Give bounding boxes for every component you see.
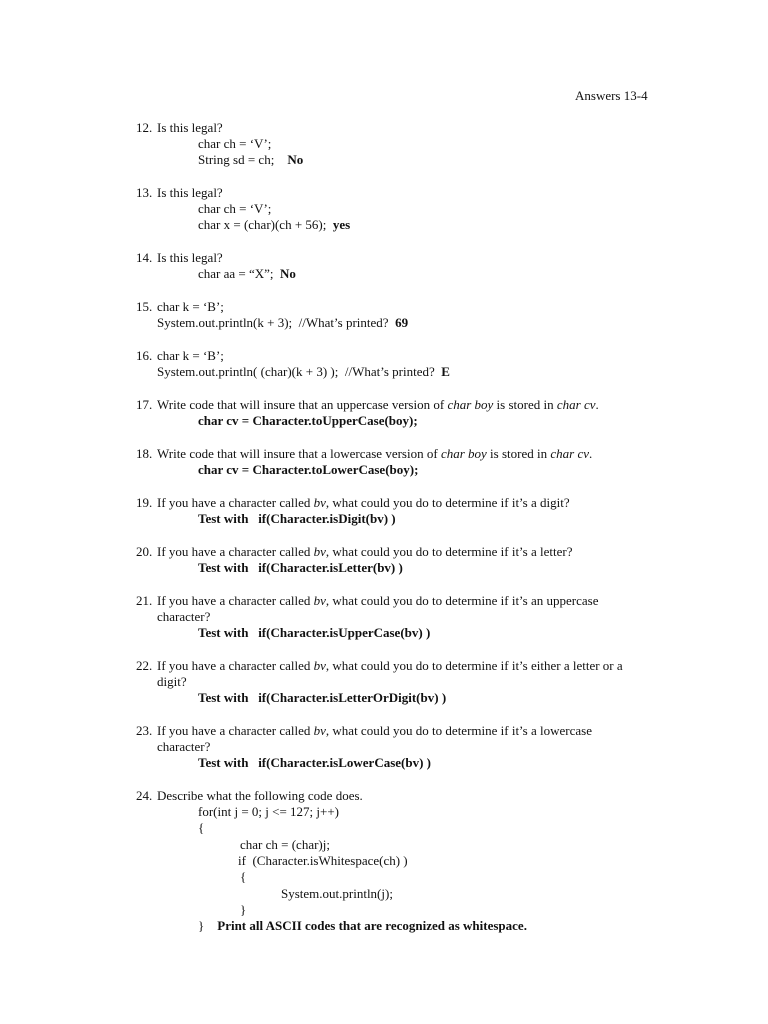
page-title: Answers 13-4 [575,88,648,103]
code-line [198,152,303,168]
code-text: System.out.println(k + 3); //What’s printed? [157,315,389,330]
code-line: { [240,869,247,884]
question-prompt [157,495,570,511]
variable-name: bv [313,544,326,559]
code-text: } [198,918,205,933]
answer: Test with if(Character.isLetterOrDigit(bv) ) [198,690,447,705]
question-number: 21. [136,593,153,608]
question-prompt: Is this legal? [157,250,223,265]
question-number: 19. [136,495,153,510]
question-prompt [157,446,592,462]
answer: char cv = Character.toUpperCase(boy); [198,413,418,428]
prompt-text: , what could you do to determine if it’s a lowercase [325,723,592,738]
variable-name: bv [313,495,326,510]
question-prompt [157,658,623,674]
question-number: 13. [136,185,153,200]
question-number: 22. [136,658,153,673]
prompt-text: If you have a character called [157,723,314,738]
prompt-text: If you have a character called [157,658,314,673]
answer: Test with if(Character.isUpperCase(bv) ) [198,625,431,640]
answer: Print all ASCII codes that are recognized as whitespace. [217,918,527,933]
question-number: 14. [136,250,153,265]
answer: char cv = Character.toLowerCase(boy); [198,462,419,477]
question-prompt [157,397,599,413]
code-line [198,918,527,934]
question-number: 16. [136,348,153,363]
prompt-text: is stored in [486,446,551,461]
answer: Test with if(Character.isDigit(bv) ) [198,511,396,526]
question-number: 20. [136,544,153,559]
code-line: char k = ‘B’; [157,299,224,314]
code-line: char ch = ‘V’; [198,201,272,216]
code-text: char aa = “X”; [198,266,274,281]
question-prompt-continued: character? [157,739,211,754]
code-line: char ch = (char)j; [240,837,330,852]
question-number: 15. [136,299,153,314]
code-line: char k = ‘B’; [157,348,224,363]
question-number: 12. [136,120,153,135]
variable-name: char boy [447,397,494,412]
question-prompt [157,544,572,560]
answer: yes [332,217,351,232]
code-line [198,266,296,282]
answer: Test with if(Character.isLowerCase(bv) ) [198,755,432,770]
question-number: 18. [136,446,153,461]
code-line: for(int j = 0; j <= 127; j++) [198,804,340,819]
question-prompt: Is this legal? [157,120,223,135]
question-prompt: Describe what the following code does. [157,788,363,803]
prompt-text: If you have a character called [157,593,314,608]
prompt-text: If you have a character called [157,544,314,559]
code-text: char x = (char)(ch + 56); [198,217,327,232]
question-prompt: Is this legal? [157,185,223,200]
variable-name: char cv [556,397,596,412]
code-line: } [240,902,247,917]
answer: 69 [395,315,409,330]
prompt-text: , what could you do to determine if it’s either a letter or a [325,658,623,673]
variable-name: bv [313,593,326,608]
prompt-text: Write code that will insure that a lowercase version of [157,446,441,461]
prompt-text: , what could you do to determine if it’s an uppercase [325,593,599,608]
variable-name: bv [313,658,326,673]
code-line [157,315,408,331]
code-line [157,364,450,380]
question-prompt-continued: digit? [157,674,187,689]
answer: Test with if(Character.isLetter(bv) ) [198,560,403,575]
answer: E [441,364,450,379]
prompt-text: is stored in [493,397,557,412]
answer: No [287,152,304,167]
answer: No [280,266,296,281]
code-line: char ch = ‘V’; [198,136,272,151]
code-text: System.out.println( (char)(k + 3) ); //What’s printed? [157,364,435,379]
prompt-text: , what could you do to determine if it’s a digit? [325,495,570,510]
variable-name: char boy [440,446,487,461]
prompt-text: If you have a character called [157,495,314,510]
question-prompt [157,723,592,739]
code-text: String sd = ch; [198,152,275,167]
variable-name: bv [313,723,326,738]
question-number: 23. [136,723,153,738]
prompt-text: . [588,446,593,461]
question-number: 24. [136,788,153,803]
code-line: System.out.println(j); [281,886,393,901]
prompt-text: , what could you do to determine if it’s a letter? [325,544,573,559]
code-line: if (Character.isWhitespace(ch) ) [238,853,408,868]
code-line: { [198,820,205,835]
prompt-text: . [595,397,599,412]
code-line [198,217,350,233]
variable-name: char cv [550,446,589,461]
question-number: 17. [136,397,153,412]
prompt-text: Write code that will insure that an uppercase version of [157,397,448,412]
question-prompt [157,593,598,609]
question-prompt-continued: character? [157,609,211,624]
